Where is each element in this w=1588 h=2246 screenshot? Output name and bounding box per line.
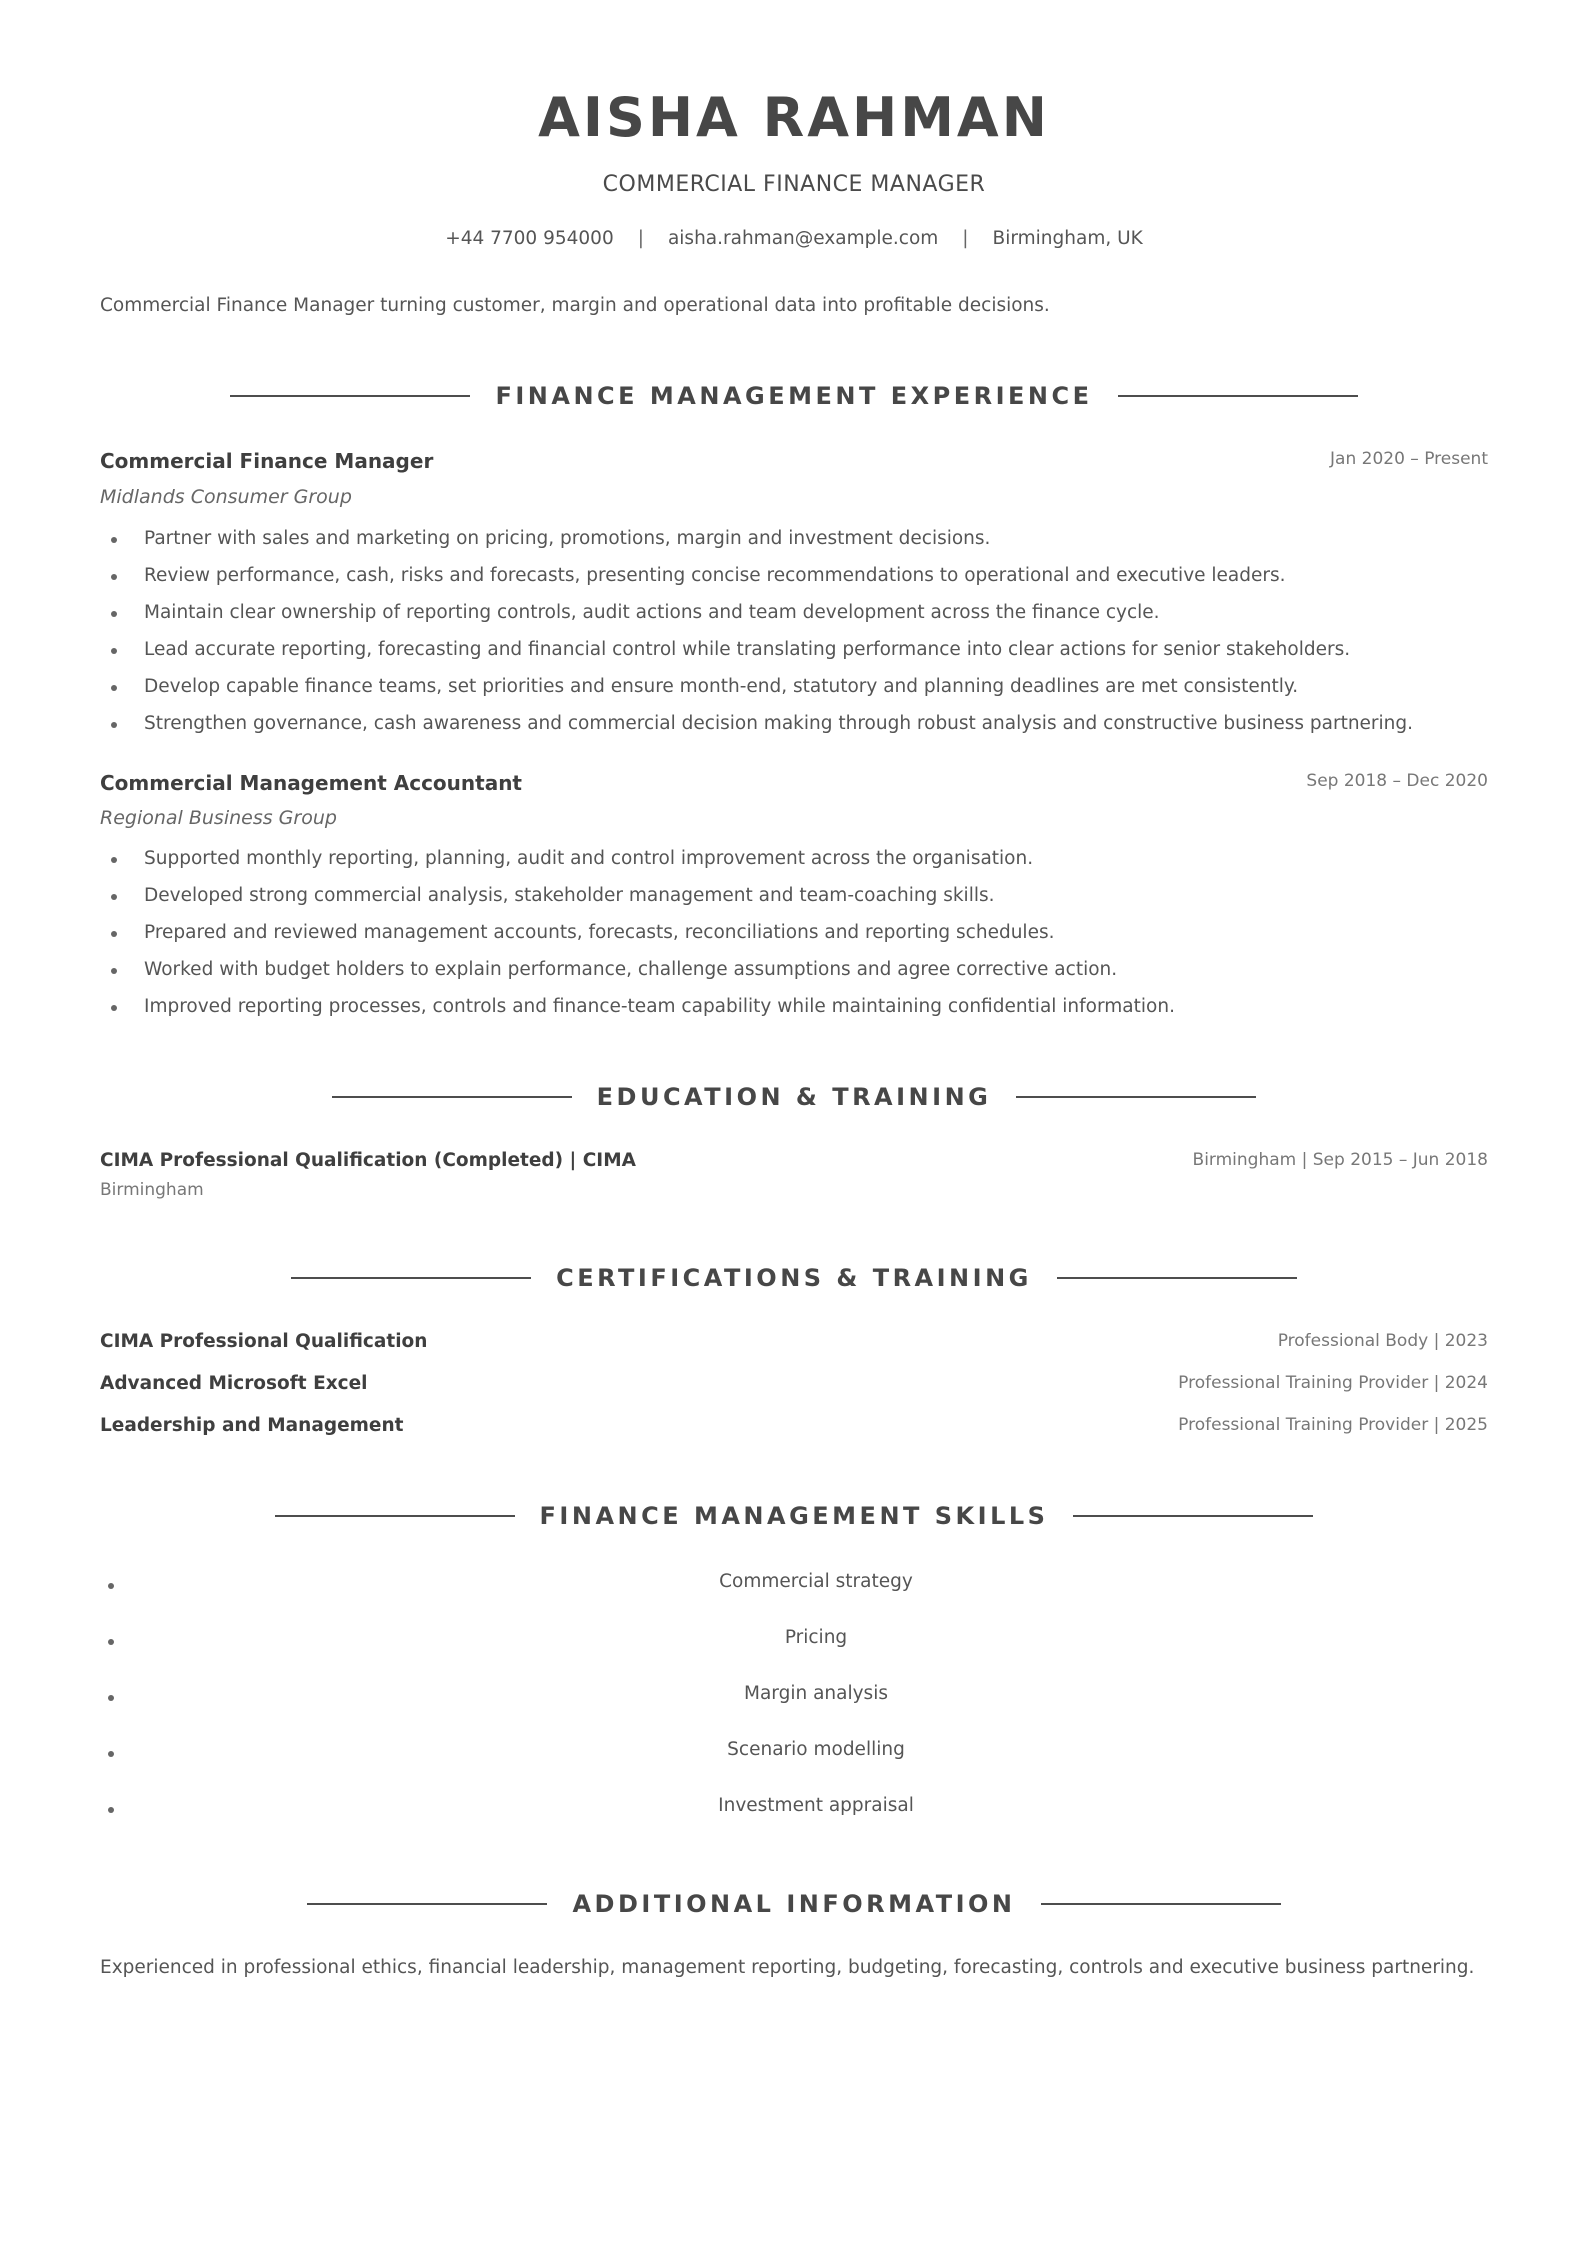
heading-rule [1041, 1903, 1281, 1905]
list-item: Lead accurate reporting, forecasting and financial control while translating performance into clear actions for senior stakeholders. [100, 637, 1488, 674]
candidate-title: COMMERCIAL FINANCE MANAGER [602, 172, 986, 197]
certification-meta: Professional Training Provider | 2025 [1178, 1415, 1488, 1435]
bullet-dot [108, 1751, 114, 1757]
education-heading-text: EDUCATION & TRAINING [596, 1083, 992, 1111]
skills-heading-text: FINANCE MANAGEMENT SKILLS [539, 1502, 1049, 1530]
education-meta: Birmingham | Sep 2015 – Jun 2018 [1192, 1150, 1488, 1170]
skill-label: Pricing [784, 1627, 848, 1648]
certification-name: CIMA Professional Qualification [100, 1331, 428, 1352]
list-item: Partner with sales and marketing on pricing, promotions, margin and investment decisions. [100, 526, 1488, 563]
list-item: Review performance, cash, risks and forecasts, presenting concise recommendations to operational and executive leaders. [100, 563, 1488, 600]
heading-rule [1118, 395, 1358, 397]
skill-item [100, 1571, 1488, 1601]
email[interactable]: aisha.rahman@example.com [667, 228, 939, 249]
skill-label: Scenario modelling [727, 1739, 905, 1760]
certification-name: Advanced Microsoft Excel [100, 1373, 368, 1394]
education-location: Birmingham [100, 1180, 204, 1200]
job-dates: Sep 2018 – Dec 2020 [1306, 771, 1488, 791]
certification-row [100, 1373, 1488, 1401]
skill-label: Commercial strategy [719, 1571, 913, 1592]
skill-item [100, 1627, 1488, 1657]
list-item: Developed strong commercial analysis, stakeholder management and team-coaching skills. [100, 883, 1488, 920]
list-item: Prepared and reviewed management accounts, forecasts, reconciliations and reporting schedules. [100, 920, 1488, 957]
list-item: Improved reporting processes, controls and finance-team capability while maintaining confidential information. [100, 994, 1488, 1031]
job-bullets [100, 846, 1488, 1031]
bullet-dot [108, 1583, 114, 1589]
certification-name: Leadership and Management [100, 1415, 404, 1436]
education-title: CIMA Professional Qualification (Completed) | CIMA [100, 1150, 636, 1171]
experience-heading-text: FINANCE MANAGEMENT EXPERIENCE [495, 382, 1093, 410]
skill-item [100, 1795, 1488, 1825]
job-company: Regional Business Group [100, 807, 337, 829]
additional-text: Experienced in professional ethics, financial leadership, management reporting, budgeting, forecasting, controls and executive business partnering. [100, 1957, 1475, 1978]
skill-item [100, 1739, 1488, 1769]
certification-row [100, 1415, 1488, 1443]
candidate-name: AISHA RAHMAN [538, 86, 1050, 149]
heading-rule [275, 1515, 515, 1517]
phone: +44 7700 954000 [445, 228, 614, 249]
skill-label: Margin analysis [744, 1683, 888, 1704]
certifications-heading-text: CERTIFICATIONS & TRAINING [556, 1264, 1032, 1292]
list-item: Supported monthly reporting, planning, audit and control improvement across the organisation. [100, 846, 1488, 883]
heading-rule [1073, 1515, 1313, 1517]
skills-heading [100, 1500, 1488, 1532]
certification-meta: Professional Training Provider | 2024 [1178, 1373, 1488, 1393]
certification-meta: Professional Body | 2023 [1277, 1331, 1488, 1351]
heading-rule [332, 1096, 572, 1098]
list-item: Worked with budget holders to explain performance, challenge assumptions and agree corrective action. [100, 957, 1488, 994]
job-company: Midlands Consumer Group [100, 486, 352, 508]
additional-heading-text: ADDITIONAL INFORMATION [572, 1890, 1016, 1918]
location: Birmingham, UK [992, 228, 1143, 249]
list-item: Maintain clear ownership of reporting controls, audit actions and team development across the finance cycle. [100, 600, 1488, 637]
contact-line [100, 228, 1488, 249]
heading-rule [230, 395, 470, 397]
certification-row [100, 1331, 1488, 1359]
heading-rule [1057, 1277, 1297, 1279]
bullet-dot [108, 1639, 114, 1645]
heading-rule [307, 1903, 547, 1905]
contact-separator: | [962, 228, 969, 249]
job-title: Commercial Finance Manager [100, 449, 434, 473]
job-dates: Jan 2020 – Present [1330, 449, 1488, 469]
contact-separator: | [637, 228, 644, 249]
skill-item [100, 1683, 1488, 1713]
skill-label: Investment appraisal [718, 1795, 914, 1816]
list-item: Develop capable finance teams, set priorities and ensure month-end, statutory and planning deadlines are met consistently. [100, 674, 1488, 711]
heading-rule [1016, 1096, 1256, 1098]
education-heading [100, 1081, 1488, 1113]
bullet-dot [108, 1695, 114, 1701]
summary: Commercial Finance Manager turning customer, margin and operational data into profitable decisions. [100, 295, 1050, 316]
certifications-heading [100, 1262, 1488, 1294]
list-item: Strengthen governance, cash awareness and commercial decision making through robust analysis and constructive business partnering. [100, 711, 1488, 748]
job-title: Commercial Management Accountant [100, 771, 522, 795]
bullet-dot [108, 1807, 114, 1813]
job-bullets [100, 526, 1488, 748]
heading-rule [291, 1277, 531, 1279]
additional-heading [100, 1888, 1488, 1920]
experience-heading [100, 380, 1488, 412]
